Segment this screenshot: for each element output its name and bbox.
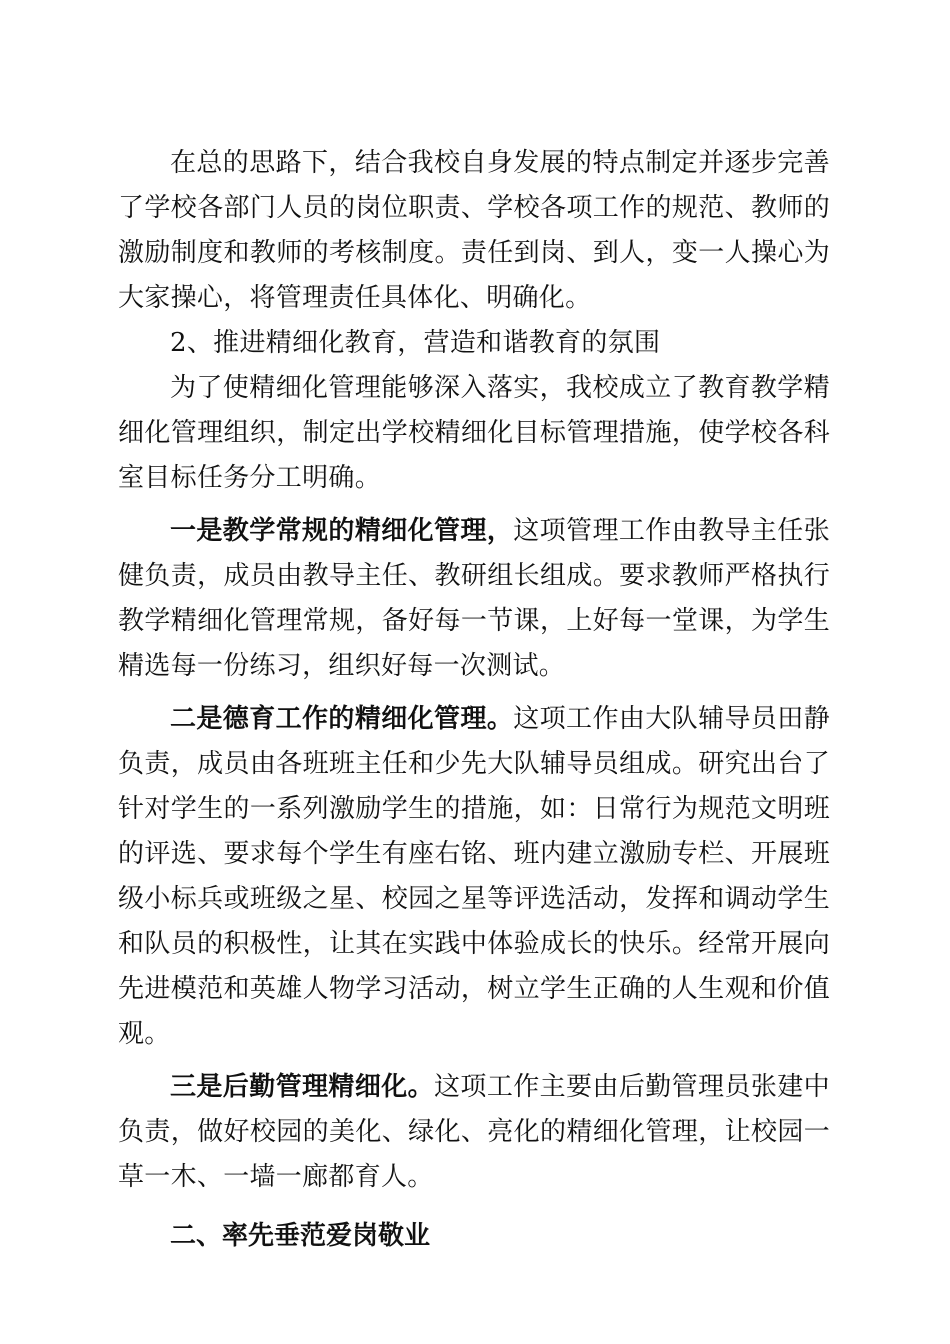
subheading-refined-education: 2、推进精细化教育，营造和谐教育的氛围 [170,328,661,358]
document-page [118,141,830,1259]
paragraph-moral-education [118,697,830,1057]
logistics-management-body: 这项工作主要由后勤管理员张建中负责，做好校园的美化、绿化、亮化的精细化管理，让校园一草一木、一墙一廊都育人。 [118,1072,830,1192]
paragraph-teaching-routine [118,509,830,689]
moral-education-body: 这项工作由大队辅导员田静负责，成员由各班班主任和少先大队辅导员组成。研究出台了针对学生的一系列激励学生的措施，如：日常行为规范文明班的评选、要求每个学生有座右铭、班内建立激励专栏、开展班级小标兵或班级之星、校园之星等评选活动，发挥和调动学生和队员的积极性，让其在实践中体验成长的快乐。经常开展向先进模范和英雄人物学习活动，树立学生正确的人生观和价值观。 [118,704,830,1049]
paragraph-responsibility-system: 在总的思路下，结合我校自身发展的特点制定并逐步完善了学校各部门人员的岗位职责、学校各项工作的规范、教师的激励制度和教师的考核制度。责任到岗、到人，变一人操心为大家操心，将管理责任具体化、明确化。 [118,148,830,313]
teaching-routine-lead: 一是教学常规的精细化管理， [170,516,514,546]
moral-education-lead: 二是德育工作的精细化管理。 [170,704,514,734]
section-heading: 二、率先垂范爱岗敬业 [170,1221,431,1251]
paragraph-logistics-management [118,1065,830,1200]
logistics-management-lead: 三是后勤管理精细化。 [170,1072,435,1102]
teaching-routine-body: 这项管理工作由教导主任张健负责，成员由教导主任、教研组长组成。要求教师严格执行教学精细化管理常规，备好每一节课，上好每一堂课，为学生精选每一份练习，组织好每一次测试。 [118,516,830,681]
paragraph-management-organization: 为了使精细化管理能够深入落实，我校成立了教育教学精细化管理组织，制定出学校精细化目标管理措施，使学校各科室目标任务分工明确。 [118,373,830,493]
